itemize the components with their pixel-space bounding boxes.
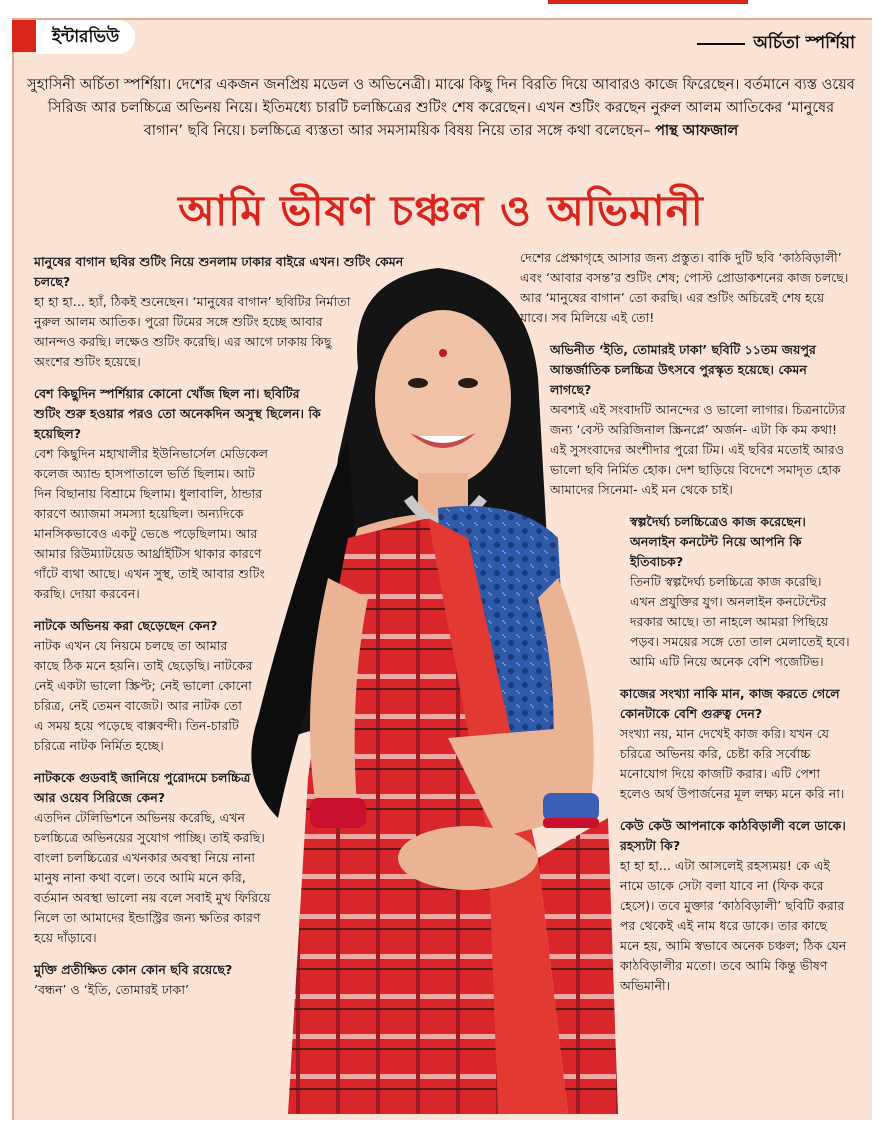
answer: এতদিন টেলিভিশনে অভিনয় করেছি, এখন চলচ্চিত্রে অভিনয়ের সুযোগ পাচ্ছি। তাই করছি। বাংলা চলচ্চিত্রের এখনকার অবস্থা নিয়ে নানা মানুষ নানা কথা বলে। তবে আমি মনে করি, বর্তমান অবস্থা ভালো নয় বলে সবাই মুখ ফিরিয়ে নিলে তা আমাদের ইন্ডাস্ট্রির জন্য ক্ষতির কারণ হয়ে দাঁড়াবে।: [34, 810, 271, 945]
author-name: অর্চিতা স্পর্শিয়া: [753, 33, 855, 53]
intro-byline: পান্থ আফজাল: [655, 123, 739, 139]
answer: দেশের প্রেক্ষাগৃহে আসার জন্য প্রস্তুত। বাকি দুটি ছবি ‘কাঠবিড়ালী’ এবং ‘আবার বসন্ত’র শুটিং শেষ; পোস্ট প্রোডাকশনের কাজ চলছে। আর ‘মানুষের বাগান’ তো করছি। এর শুটিং অচিরেই শেষ হয়ে যাবে। সব মিলিয়ে এই তো!: [520, 250, 849, 325]
question: স্বল্পদৈর্ঘ্য চলচ্চিত্রেও কাজ করেছেন। অনলাইন কনটেন্ট নিয়ে আপনি কি ইতিবাচক?: [630, 514, 806, 569]
answer: ‘বন্ধন’ ও ‘ইতি, তোমারই ঢাকা’: [34, 982, 189, 997]
answer: তিনটি স্বল্পদৈর্ঘ্য চলচ্চিত্রে কাজ করেছি। এখন প্রযুক্তির যুগ। অনলাইন কনটেন্টের দরকার আছে। তা নাহলে আমরা পিছিয়ে পড়ব। সময়ের সঙ্গে তো তাল মেলাতেই হবে। আমি এটি নিয়ে অনেক বেশি পজেটিভ।: [630, 574, 850, 669]
question: বেশ কিছুদিন স্পর্শিয়ার কোনো খোঁজ ছিল না। ছবিটির শুটিং শুরু হওয়ার পরও তো অনেকদিন অসুস্থ ছিলেন। কি হয়েছিল?: [34, 386, 321, 441]
answer: অবশ্যই এই সংবাদটি আনন্দের ও ভালো লাগার। চিত্রনাট্যের জন্য ‘বেস্ট অরিজিনাল স্ক্রিনপ্লে’ অর্জন- এটা কি কম কথা! এই সুসংবাদের অংশীদার পুরো টিম। এই ছবির মতোই আরও ভালো ছবি নির্মিত হোক। দেশ ছাড়িয়ে বিদেশে সমাদৃত হোক আমাদের সিনেমা- এই মন থেকে চাই।: [550, 402, 846, 497]
qa-block: [34, 252, 414, 372]
qa-block: [34, 768, 274, 948]
author-line: [697, 30, 855, 58]
question: নাটকে অভিনয় করা ছেড়েছেন কেন?: [34, 618, 218, 633]
qa-block: [34, 616, 254, 756]
question: নাটককে গুডবাই জানিয়ে পুরোদমে চলচ্চিত্র আর ওয়েব সিরিজে কেন?: [34, 770, 251, 805]
author-dash: [697, 43, 745, 45]
left-column: [34, 252, 414, 1012]
answer: বেশ কিছুদিন মহাখালীর ইউনিভার্সেল মেডিকেল কলেজ অ্যান্ড হাসপাতালে ভর্তি ছিলাম। আট দিন বিছানায় বিশ্রামে ছিলাম। ধুলাবালি, ঠান্ডার কারণে অ্যাজমা সমস্যা হয়েছিল। অন্যদিকে মানসিকভাবেও একটু ভেঙে পড়েছিলাম। আর আমার রিউম্যাটয়েড আর্থ্রাইটিস থাকার কারণে গাঁটে ব্যথা আছে। এখন সুস্থ, তাই আবার শুটিং করছি। দোয়া করবেন।: [34, 446, 268, 601]
question: কাজের সংখ্যা নাকি মান, কাজ করতে গেলে কোনটাকে বেশি গুরুত্ব দেন?: [620, 686, 840, 721]
question: মুক্তি প্রতীক্ষিত কোন কোন ছবি রয়েছে?: [34, 962, 233, 977]
answer: হা হা হা... হ্যাঁ, ঠিকই শুনেছেন। ‘মানুষের বাগান’ ছবিটির নির্মাতা নুরুল আলম আতিক। পুরো টিমের সঙ্গে শুটিং হচ্ছে আবার আনন্দও করছি। লক্ষেও শুটিং করেছি। এর আগে ঢাকায় কিছু অংশের শুটিং হয়েছে।: [34, 294, 351, 369]
intro-paragraph: [26, 74, 856, 143]
headline: আমি ভীষণ চঞ্চল ও অভিমানী: [178, 186, 704, 235]
answer: নাটক এখন যে নিয়মে চলছে তা আমার কাছে ঠিক মনে হয়নি। তাই ছেড়েছি। নাটকের নেই একটা ভালো স্ক্রিপ্ট; নেই ভালো কোনো চরিত্র, নেই তেমন বাজেট। আর নাটক তো এ সময় হয়ে পড়েছে বাক্সবন্দী। তিন-চারটি চরিত্রে নাটক নির্মিত হচ্ছে।: [34, 638, 253, 753]
intro-text: সুহাসিনী অর্চিতা স্পর্শিয়া। দেশের একজন জনপ্রিয় মডেল ও অভিনেত্রী। মাঝে কিছু দিন বিরতি দিয়ে আবারও কাজে ফিরেছেন। বর্তমানে ব্যস্ত ওয়েব সিরিজ আর চলচ্চিত্রে অভিনয় নিয়ে। ইতিমধ্যে চারটি চলচ্চিত্রের শুটিং শেষ করেছেন। এখন শুটিং করছেন নুরুল আলম আতিকের ‘মানুষের বাগান’ ছবি নিয়ে। চলচ্চিত্রে ব্যস্ততা আর সমসাময়িক বিষয় নিয়ে তার সঙ্গে কথা বলেছেন–: [27, 77, 855, 139]
section-tag: ইন্টারভিউ: [36, 20, 135, 54]
qa-block: [520, 512, 850, 672]
qa-block: [520, 248, 850, 328]
top-accent-bar: [548, 0, 748, 4]
qa-block: [520, 340, 850, 500]
qa-block: [34, 384, 414, 604]
answer: সংখ্যা নয়, মান দেখেই কাজ করি। যখন যে চরিত্রে অভিনয় করি, চেষ্টা করি সর্বোচ্চ মনোযোগ দিয়ে কাজটি করার। এটি পেশা হলেও অর্থ উপার্জনের মূল লক্ষ্য মনে করি না।: [620, 726, 845, 801]
qa-block: [34, 960, 244, 1000]
right-column: [520, 248, 850, 1008]
question: কেউ কেউ আপনাকে কাঠবিড়ালী বলে ডাকে। রহস্যটা কি?: [620, 818, 846, 853]
question: অভিনীত ‘ইতি, তোমারই ঢাকা’ ছবিটি ১১তম জয়পুর আন্তর্জাতিক চলচ্চিত্র উৎসবে পুরস্কৃত হয়েছে। কেমন লাগছে?: [550, 342, 816, 397]
answer: হা হা হা... এটা আসলেই রহস্যময়! কে এই নামে ডাকে সেটা বলা যাবে না (ফিক করে হেসে)। তবে মুক্তার ‘কাঠবিড়ালী’ ছবিটি করার পর থেকেই এই নাম ধরে ডাকে। তার কাছে মনে হয়, আমি স্বভাবে অনেক চঞ্চল; ঠিক যেন কাঠবিড়ালীর মতো। তবে আমি কিন্তু ভীষণ অভিমানী।: [620, 858, 847, 993]
qa-block: [520, 684, 850, 804]
question: মানুষের বাগান ছবির শুটিং নিয়ে শুনলাম ঢাকার বাইরে এখন। শুটিং কেমন চলছে?: [34, 254, 404, 289]
qa-block: [520, 816, 850, 996]
